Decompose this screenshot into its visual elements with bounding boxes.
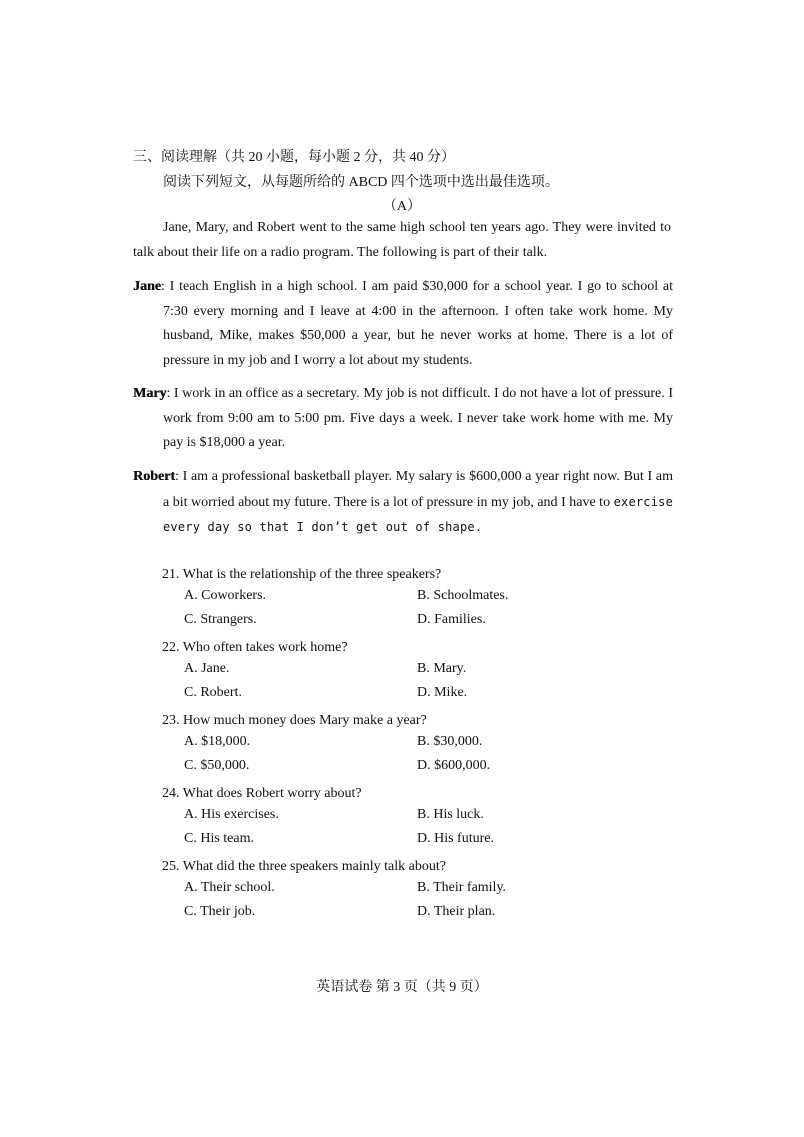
option-25-c[interactable]: C. Their job. — [184, 904, 256, 919]
option-23-c[interactable]: C. $50,000. — [184, 758, 250, 773]
passage-intro: Jane, Mary, and Robert went to the same high school ten years ago. They were invited to talk about their life on a radio program. The following is part of their talk. — [133, 220, 671, 260]
option-21-c[interactable]: C. Strangers. — [184, 612, 257, 627]
option-21-b[interactable]: B. Schoolmates. — [417, 588, 509, 603]
speaker-text-monospace: exercise every day so that I don’t get out of shape. — [163, 494, 673, 534]
option-23-a[interactable]: A. $18,000. — [184, 734, 251, 749]
option-25-b[interactable]: B. Their family. — [417, 880, 507, 895]
speaker-paragraph-mary — [133, 382, 673, 456]
option-24-d[interactable]: D. His future. — [417, 831, 494, 846]
option-22-c[interactable]: C. Robert. — [184, 685, 242, 700]
question-22: 22. Who often takes work home? — [162, 640, 348, 655]
question-25: 25. What did the three speakers mainly talk about? — [162, 859, 446, 874]
question-21: 21. What is the relationship of the three speakers? — [162, 567, 442, 582]
option-22-b[interactable]: B. Mary. — [417, 661, 467, 676]
speaker-paragraph-robert — [133, 465, 673, 541]
speaker-name: Mary — [133, 386, 167, 401]
passage-label: （A） — [382, 199, 422, 214]
speaker-text: : I work in an office as a secretary. My job is not difficult. I do not have a lot of pressure. I work from 9:00 am to 5:00 pm. Five days a week. I never take work home with me. My pay is $18,000 a year. — [163, 386, 673, 450]
option-25-d[interactable]: D. Their plan. — [417, 904, 496, 919]
option-24-a[interactable]: A. His exercises. — [184, 807, 279, 822]
option-25-a[interactable]: A. Their school. — [184, 880, 275, 895]
option-23-b[interactable]: B. $30,000. — [417, 734, 483, 749]
speaker-name: Robert — [133, 469, 175, 484]
speaker-text: : I am a professional basketball player. My salary is $600,000 a year right now. But I am a bit worried about my future. There is a lot of pressure in my job, and I have to — [163, 469, 673, 510]
section-title: 三、阅读理解（共 20 小题，每小题 2 分，共 40 分） — [133, 150, 455, 165]
option-24-c[interactable]: C. His team. — [184, 831, 254, 846]
question-23: 23. How much money does Mary make a year? — [162, 713, 427, 728]
section-instruction: 阅读下列短文，从每题所给的 ABCD 四个选项中选出最佳选项。 — [163, 175, 559, 190]
option-24-b[interactable]: B. His luck. — [417, 807, 484, 822]
option-21-d[interactable]: D. Families. — [417, 612, 486, 627]
option-22-a[interactable]: A. Jane. — [184, 661, 230, 676]
option-22-d[interactable]: D. Mike. — [417, 685, 468, 700]
speaker-text: : I teach English in a high school. I am paid $30,000 for a school year. I go to school at 7:30 every morning and I leave at 4:00 in the afternoon. I often take work home. My husband, Mike, makes $50,000 a year, but he never works at home. There is a lot of pressure in my job and I worry a lot about my students. — [161, 279, 673, 368]
option-23-d[interactable]: D. $600,000. — [417, 758, 491, 773]
page-footer: 英语试卷 第 3 页（共 9 页） — [316, 980, 488, 995]
speaker-paragraph-jane — [133, 275, 673, 373]
speaker-name: Jane — [133, 279, 161, 294]
question-24: 24. What does Robert worry about? — [162, 786, 362, 801]
option-21-a[interactable]: A. Coworkers. — [184, 588, 267, 603]
